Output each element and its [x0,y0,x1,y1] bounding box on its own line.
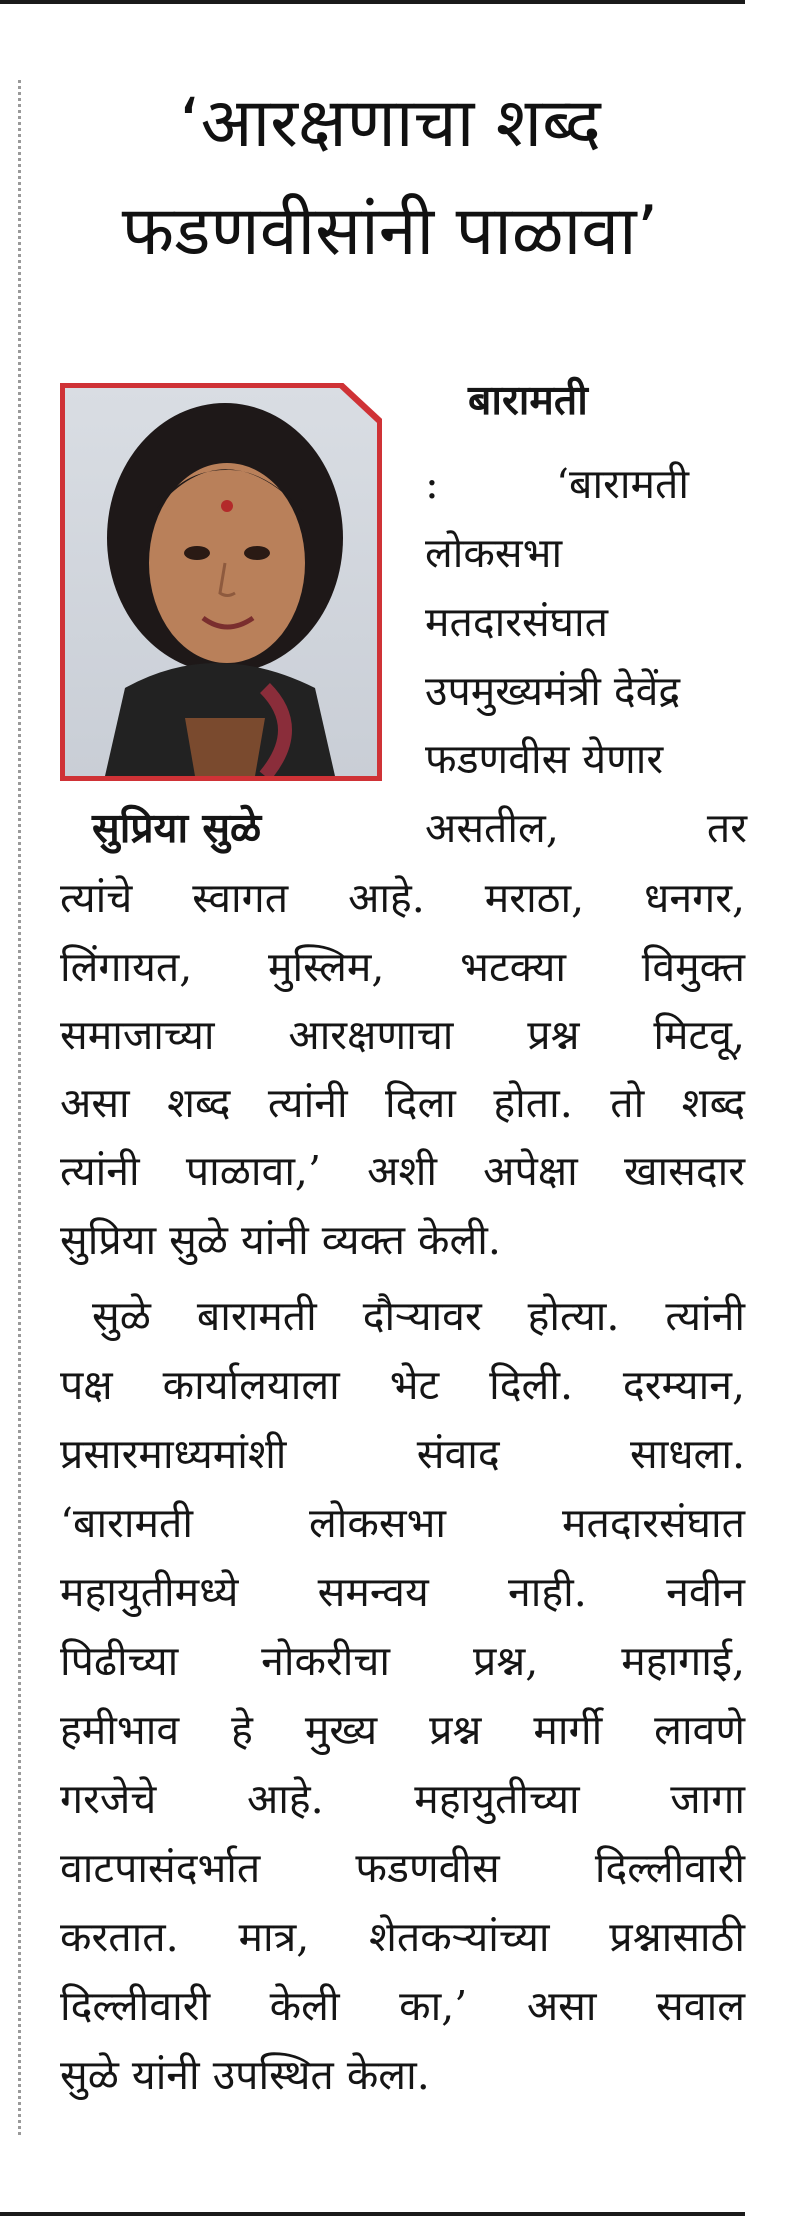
paragraph1-line-6: सुप्रिया सुळे यांनी व्यक्त केली. [60,1216,501,1264]
portrait-photo [60,383,382,781]
paragraph2-line-8: गरजेचे आहे. महायुतीच्या जागा [60,1775,745,1823]
side-line-2: लोकसभा [425,529,563,577]
headline-line-2: फडणवीसांनी पाळावा’ [121,192,659,271]
side-line-4: उपमुख्यमंत्री देवेंद्र [425,667,681,715]
paragraph2-line-11: दिल्लीवारी केली का,’ असा सवाल [60,1982,745,2030]
headline-line-1: ‘आरक्षणाचा शब्द [179,84,601,163]
paragraph1-line-2: लिंगायत, मुस्लिम, भटक्या विमुक्त [60,943,745,991]
paragraph2-line-3: प्रसारमाध्यमांशी संवाद साधला. [60,1430,745,1478]
dotted-column-edge [18,80,21,2135]
paragraph2-line-2: पक्ष कार्यालयाला भेट दिली. दरम्यान, [60,1361,745,1409]
headline [40,70,740,286]
paragraph1-line-3: समाजाच्या आरक्षणाचा प्रश्न मिटवू, [60,1011,745,1059]
bottom-rule [0,2212,745,2216]
side-line-1: ‘बारामती [556,460,689,508]
paragraph2-line-10: करतात. मात्र, शेतकऱ्यांच्या प्रश्नासाठी [60,1913,745,1961]
top-rule [0,0,745,4]
paragraph1-line-1: त्यांचे स्वागत आहे. मराठा, धनगर, [60,874,745,922]
paragraph1-line-4: असा शब्द त्यांनी दिला होता. तो शब्द [60,1079,745,1127]
portrait-illustration [65,388,377,776]
paragraph2-line-1: सुळे बारामती दौऱ्यावर होत्या. त्यांनी [92,1292,745,1340]
paragraph2-line-9: वाटपासंदर्भात फडणवीस दिल्लीवारी [60,1844,745,1892]
paragraph2-line-12: सुळे यांनी उपस्थित केला. [60,2051,430,2099]
dateline-colon: : [425,460,439,508]
side-line-6: असतील, तर [425,804,747,852]
side-line-5: फडणवीस येणार [425,735,664,783]
side-line-3: मतदारसंघात [425,598,608,646]
paragraph2-line-6: पिढीच्या नोकरीचा प्रश्न, महागाई, [60,1637,745,1685]
photo-caption: सुप्रिया सुळे [92,804,262,852]
paragraph2-line-5: महायुतीमध्ये समन्वय नाही. नवीन [60,1568,745,1616]
paragraph2-line-4: ‘बारामती लोकसभा मतदारसंघात [60,1499,745,1547]
dateline-place: बारामती [468,376,588,424]
paragraph1-line-5: त्यांनी पाळावा,’ अशी अपेक्षा खासदार [60,1147,745,1195]
paragraph2-line-7: हमीभाव हे मुख्य प्रश्न मार्गी लावणे [60,1706,745,1754]
